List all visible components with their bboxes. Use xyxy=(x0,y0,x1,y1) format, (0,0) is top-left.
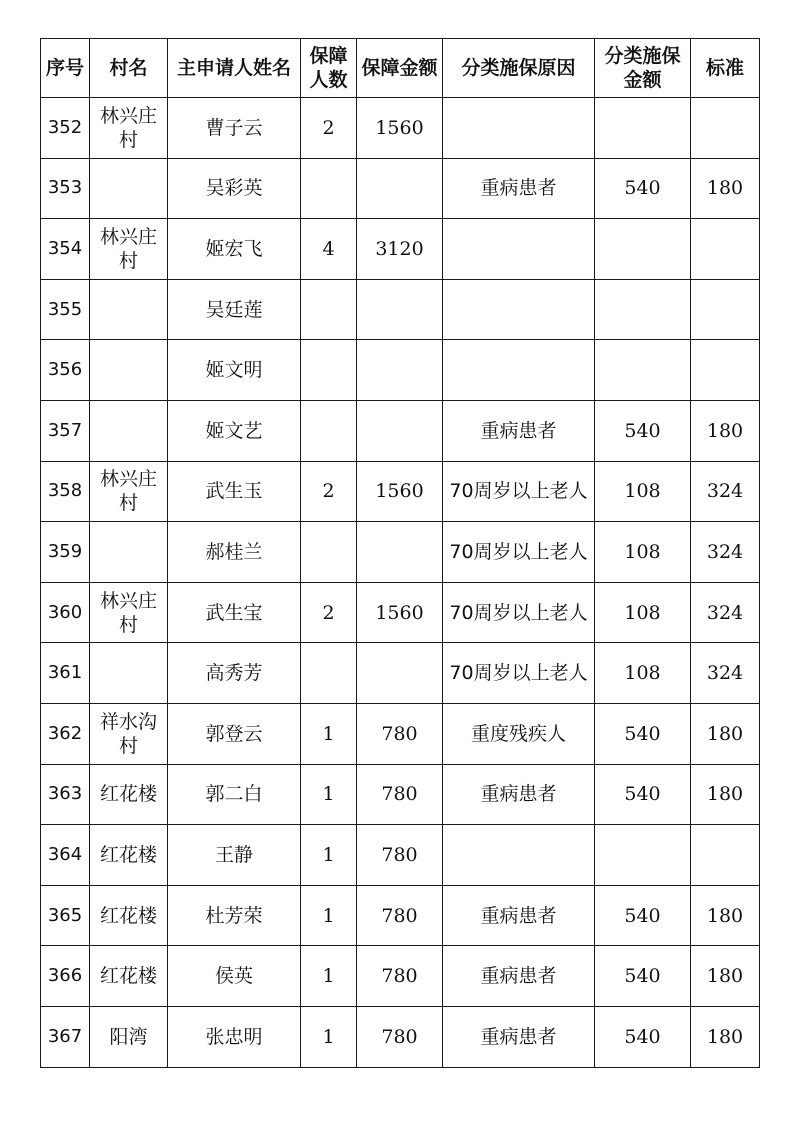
village-cell xyxy=(90,279,168,340)
table-row xyxy=(41,582,760,643)
category-amount-cell xyxy=(595,98,691,159)
seq-cell: 367 xyxy=(41,1006,90,1067)
village-cell: 红花楼 xyxy=(90,764,168,825)
standard-cell: 180 xyxy=(691,158,760,219)
covered-count-cell xyxy=(301,158,357,219)
table-row xyxy=(41,98,760,159)
table-row xyxy=(41,1006,760,1067)
applicant-name-cell: 武生玉 xyxy=(168,461,301,522)
standard-cell xyxy=(691,340,760,401)
table-row xyxy=(41,158,760,219)
coverage-amount-cell: 780 xyxy=(357,1006,443,1067)
category-reason-cell: 重度残疾人 xyxy=(443,703,595,764)
category-reason-cell: 70周岁以上老人 xyxy=(443,461,595,522)
applicant-name-cell: 曹子云 xyxy=(168,98,301,159)
village-cell: 林兴庄村 xyxy=(90,461,168,522)
category-reason-cell xyxy=(443,825,595,886)
category-reason-cell: 重病患者 xyxy=(443,400,595,461)
category-reason-cell: 重病患者 xyxy=(443,885,595,946)
table-row xyxy=(41,522,760,583)
seq-cell: 365 xyxy=(41,885,90,946)
coverage-amount-cell: 1560 xyxy=(357,461,443,522)
applicant-name-cell: 姬文明 xyxy=(168,340,301,401)
coverage-amount-cell: 1560 xyxy=(357,582,443,643)
covered-count-cell: 1 xyxy=(301,825,357,886)
category-reason-cell: 重病患者 xyxy=(443,158,595,219)
category-amount-cell: 540 xyxy=(595,946,691,1007)
header-village: 村名 xyxy=(90,39,168,98)
coverage-amount-cell: 780 xyxy=(357,825,443,886)
seq-cell: 363 xyxy=(41,764,90,825)
standard-cell: 324 xyxy=(691,461,760,522)
table-row xyxy=(41,219,760,280)
seq-cell: 362 xyxy=(41,703,90,764)
category-reason-cell: 重病患者 xyxy=(443,764,595,825)
village-cell: 阳湾 xyxy=(90,1006,168,1067)
table-row xyxy=(41,279,760,340)
category-reason-cell xyxy=(443,219,595,280)
covered-count-cell: 1 xyxy=(301,885,357,946)
coverage-amount-cell: 780 xyxy=(357,703,443,764)
applicant-name-cell: 郭二白 xyxy=(168,764,301,825)
covered-count-cell xyxy=(301,400,357,461)
village-cell: 红花楼 xyxy=(90,946,168,1007)
seq-cell: 361 xyxy=(41,643,90,704)
applicant-name-cell: 杜芳荣 xyxy=(168,885,301,946)
coverage-amount-cell xyxy=(357,643,443,704)
covered-count-cell: 1 xyxy=(301,946,357,1007)
covered-count-cell: 1 xyxy=(301,764,357,825)
category-amount-cell: 540 xyxy=(595,158,691,219)
standard-cell xyxy=(691,219,760,280)
coverage-amount-cell xyxy=(357,340,443,401)
category-amount-cell: 540 xyxy=(595,400,691,461)
category-amount-cell xyxy=(595,825,691,886)
category-reason-cell xyxy=(443,98,595,159)
applicant-name-cell: 郝桂兰 xyxy=(168,522,301,583)
standard-cell: 324 xyxy=(691,643,760,704)
coverage-amount-cell xyxy=(357,522,443,583)
covered-count-cell: 2 xyxy=(301,582,357,643)
applicant-name-cell: 侯英 xyxy=(168,946,301,1007)
category-amount-cell xyxy=(595,279,691,340)
category-reason-cell: 70周岁以上老人 xyxy=(443,643,595,704)
standard-cell xyxy=(691,825,760,886)
category-amount-cell: 108 xyxy=(595,582,691,643)
header-coverage-amount: 保障金额 xyxy=(357,39,443,98)
village-cell xyxy=(90,522,168,583)
covered-count-cell xyxy=(301,522,357,583)
village-cell: 祥水沟村 xyxy=(90,703,168,764)
table-row xyxy=(41,340,760,401)
table-row xyxy=(41,946,760,1007)
category-reason-cell: 重病患者 xyxy=(443,946,595,1007)
village-cell xyxy=(90,400,168,461)
seq-cell: 358 xyxy=(41,461,90,522)
coverage-amount-cell: 1560 xyxy=(357,98,443,159)
village-cell: 林兴庄村 xyxy=(90,582,168,643)
coverage-amount-cell: 780 xyxy=(357,885,443,946)
applicant-name-cell: 吴廷莲 xyxy=(168,279,301,340)
village-cell: 林兴庄村 xyxy=(90,98,168,159)
category-reason-cell: 70周岁以上老人 xyxy=(443,522,595,583)
table-row xyxy=(41,703,760,764)
standard-cell: 180 xyxy=(691,885,760,946)
covered-count-cell: 4 xyxy=(301,219,357,280)
seq-cell: 352 xyxy=(41,98,90,159)
standard-cell: 324 xyxy=(691,582,760,643)
village-cell xyxy=(90,340,168,401)
coverage-amount-cell: 780 xyxy=(357,946,443,1007)
coverage-amount-cell: 780 xyxy=(357,764,443,825)
seq-cell: 357 xyxy=(41,400,90,461)
assistance-table xyxy=(40,38,760,1068)
category-reason-cell xyxy=(443,340,595,401)
seq-cell: 354 xyxy=(41,219,90,280)
category-amount-cell xyxy=(595,340,691,401)
category-amount-cell: 540 xyxy=(595,703,691,764)
covered-count-cell xyxy=(301,279,357,340)
header-row xyxy=(41,39,760,98)
category-reason-cell xyxy=(443,279,595,340)
category-amount-cell: 108 xyxy=(595,461,691,522)
standard-cell: 180 xyxy=(691,764,760,825)
header-category-amount: 分类施保金额 xyxy=(595,39,691,98)
village-cell xyxy=(90,158,168,219)
village-cell xyxy=(90,643,168,704)
category-amount-cell: 540 xyxy=(595,1006,691,1067)
category-amount-cell: 108 xyxy=(595,643,691,704)
seq-cell: 364 xyxy=(41,825,90,886)
seq-cell: 360 xyxy=(41,582,90,643)
covered-count-cell: 2 xyxy=(301,461,357,522)
applicant-name-cell: 王静 xyxy=(168,825,301,886)
village-cell: 红花楼 xyxy=(90,885,168,946)
covered-count-cell: 1 xyxy=(301,1006,357,1067)
header-applicant-name: 主申请人姓名 xyxy=(168,39,301,98)
coverage-amount-cell: 3120 xyxy=(357,219,443,280)
covered-count-cell xyxy=(301,340,357,401)
standard-cell: 180 xyxy=(691,703,760,764)
applicant-name-cell: 吴彩英 xyxy=(168,158,301,219)
category-reason-cell: 重病患者 xyxy=(443,1006,595,1067)
applicant-name-cell: 姬文艺 xyxy=(168,400,301,461)
table-row xyxy=(41,400,760,461)
standard-cell: 180 xyxy=(691,946,760,1007)
header-covered-count: 保障人数 xyxy=(301,39,357,98)
category-amount-cell: 540 xyxy=(595,885,691,946)
seq-cell: 356 xyxy=(41,340,90,401)
table-row xyxy=(41,643,760,704)
standard-cell: 180 xyxy=(691,1006,760,1067)
applicant-name-cell: 武生宝 xyxy=(168,582,301,643)
header-standard: 标准 xyxy=(691,39,760,98)
standard-cell xyxy=(691,98,760,159)
header-seq: 序号 xyxy=(41,39,90,98)
table-row xyxy=(41,825,760,886)
seq-cell: 353 xyxy=(41,158,90,219)
village-cell: 林兴庄村 xyxy=(90,219,168,280)
category-amount-cell xyxy=(595,219,691,280)
seq-cell: 355 xyxy=(41,279,90,340)
seq-cell: 359 xyxy=(41,522,90,583)
applicant-name-cell: 姬宏飞 xyxy=(168,219,301,280)
category-amount-cell: 108 xyxy=(595,522,691,583)
covered-count-cell: 1 xyxy=(301,703,357,764)
applicant-name-cell: 张忠明 xyxy=(168,1006,301,1067)
coverage-amount-cell xyxy=(357,158,443,219)
applicant-name-cell: 郭登云 xyxy=(168,703,301,764)
coverage-amount-cell xyxy=(357,400,443,461)
coverage-amount-cell xyxy=(357,279,443,340)
covered-count-cell xyxy=(301,643,357,704)
table-row xyxy=(41,461,760,522)
standard-cell xyxy=(691,279,760,340)
applicant-name-cell: 高秀芳 xyxy=(168,643,301,704)
covered-count-cell: 2 xyxy=(301,98,357,159)
village-cell: 红花楼 xyxy=(90,825,168,886)
standard-cell: 180 xyxy=(691,400,760,461)
header-category-reason: 分类施保原因 xyxy=(443,39,595,98)
category-amount-cell: 540 xyxy=(595,764,691,825)
category-reason-cell: 70周岁以上老人 xyxy=(443,582,595,643)
standard-cell: 324 xyxy=(691,522,760,583)
seq-cell: 366 xyxy=(41,946,90,1007)
table-row xyxy=(41,885,760,946)
table-row xyxy=(41,764,760,825)
